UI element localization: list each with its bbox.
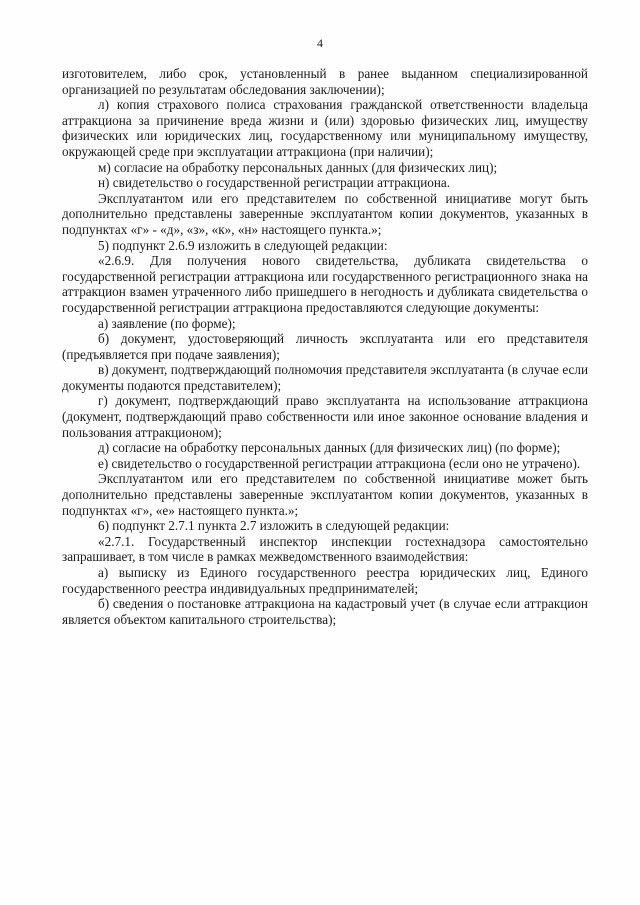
paragraph: в) документ, подтверждающий полномочия представителя эксплуатанта (в случае если документы подаются представителем); xyxy=(62,362,588,393)
paragraph: Эксплуатантом или его представителем по собственной инициативе могут быть дополнительно представлены заверенные эксплуатантом копии документов, указанных в подпунктах «г» - «д», «з», «к», «н» настоящего пункта.»; xyxy=(62,190,588,237)
paragraph: 6) подпункт 2.7.1 пункта 2.7 изложить в следующей редакции: xyxy=(98,518,450,534)
paragraph: «2.6.9. Для получения нового свидетельства, дубликата свидетельства о государственной регистрации аттракциона или государственного регистрационного знака на аттракцион взамен утраченного либо пришедшего в негодность и дубликата свидетельства о государственной регистрации аттракциона предоставляются следующие документы: xyxy=(62,253,588,315)
page-number: 4 xyxy=(317,36,323,50)
document-body xyxy=(62,66,588,627)
paragraph: 5) подпункт 2.6.9 изложить в следующей редакции: xyxy=(98,237,388,253)
paragraph: б) сведения о постановке аттракциона на кадастровый учет (в случае если аттракцион является объектом капитального строительства); xyxy=(62,596,588,627)
paragraph: изготовителем, либо срок, установленный в ранее выданном специализированной организацией по результатам обследования заключении); xyxy=(62,66,588,97)
paragraph: Эксплуатантом или его представителем по собственной инициативе может быть дополнительно представлены заверенные эксплуатантом копии документов, указанных в подпунктах «г», «е» настоящего пункта.»; xyxy=(62,471,588,518)
paragraph: а) заявление (по форме); xyxy=(98,315,236,331)
paragraph: м) согласие на обработку персональных данных (для физических лиц); xyxy=(98,159,498,175)
paragraph: г) документ, подтверждающий право эксплуатанта на использование аттракциона (документ, подтверждающий право собственности или иное законное основание владения и пользования аттракционом); xyxy=(62,393,588,440)
paragraph: д) согласие на обработку персональных данных (для физических лиц) (по форме); xyxy=(98,440,561,456)
paragraph: а) выписку из Единого государственного реестра юридических лиц, Единого государственного реестра индивидуальных предпринимателей; xyxy=(62,565,588,596)
paragraph: е) свидетельство о государственной регистрации аттракциона (если оно не утрачено). xyxy=(98,455,581,471)
paragraph: л) копия страхового полиса страхования гражданской ответственности владельца аттракциона за причинение вреда жизни и (или) здоровью физических лиц, имуществу физических или юридических лиц, государственному или муниципальному имуществу, окружающей среде при эксплуатации аттракциона (при наличии); xyxy=(62,97,588,159)
paragraph: б) документ, удостоверяющий личность эксплуатанта или его представителя (предъявляется при подаче заявления); xyxy=(62,331,588,362)
paragraph: н) свидетельство о государственной регистрации аттракциона. xyxy=(98,175,451,191)
paragraph: «2.7.1. Государственный инспектор инспекции гостехнадзора самостоятельно запрашивает, в том числе в рамках межведомственного взаимодействия: xyxy=(62,533,588,565)
